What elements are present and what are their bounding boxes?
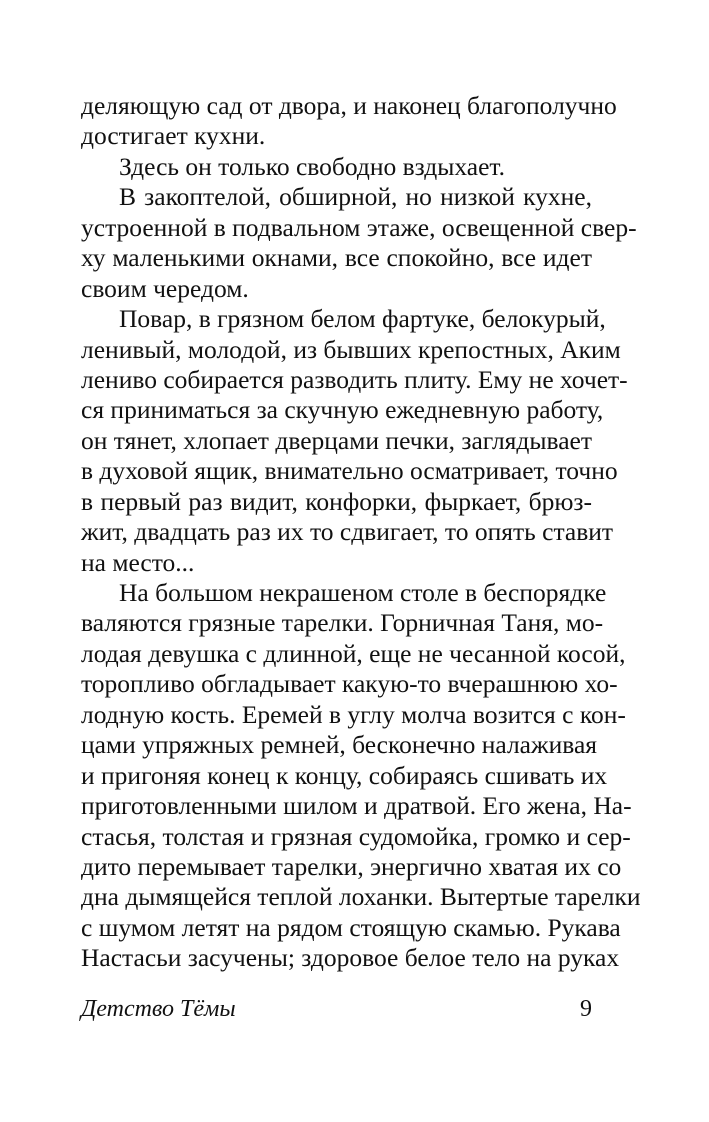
running-title: Детство Тёмы: [81, 996, 236, 1022]
text-line: цами упряжных ремней, бесконечно налаживая: [81, 730, 598, 760]
text-line: стасья, толстая и грязная судомойка, громко и сер-: [81, 821, 631, 851]
paragraph: [81, 91, 617, 152]
text-line: он тянет, хлопает дверцами печки, заглядывает: [81, 425, 592, 455]
text-line: жит, двадцать раз их то сдвигает, то опять ставит: [81, 517, 614, 547]
running-footer: [81, 993, 592, 1025]
text-line: достигает кухни.: [81, 121, 266, 151]
text-line: и пригоняя конец к концу, собираясь сшивать их: [81, 760, 608, 790]
text-line: торопливо обгладывает какую-то вчерашнюю хо-: [81, 669, 618, 699]
paragraph: [81, 304, 628, 578]
text-line: В закоптелой, обширной, но низкой кухне,: [119, 182, 592, 212]
paragraph: [81, 578, 641, 974]
text-line: лодая девушка с длинной, еще не чесанной косой,: [81, 638, 626, 668]
text-line: Настасьи засучены; здоровое белое тело на руках: [81, 943, 620, 973]
text-line: Повар, в грязном белом фартуке, белокурый,: [119, 304, 606, 334]
text-line: в духовой ящик, внимательно осматривает, точно: [81, 456, 618, 486]
body-text: [81, 91, 641, 974]
text-line: лодную кость. Еремей в углу молча возится с кон-: [81, 699, 626, 729]
text-line: ся приниматься за скучную ежедневную работу,: [81, 395, 604, 425]
text-line: своим чередом.: [81, 273, 249, 303]
text-line: деляющую сад от двора, и наконец благополучно: [81, 91, 617, 120]
text-line: в первый раз видит, конфорки, фыркает, брюз-: [81, 486, 592, 516]
paragraph: [81, 152, 592, 182]
text-line: ху маленькими окнами, все спокойно, все идет: [81, 243, 592, 273]
text-line: лениво собирается разводить плиту. Ему не хочет-: [81, 364, 628, 394]
text-line: дна дымящейся теплой лоханки. Вытертые тарелки: [81, 882, 641, 912]
page-number: 9: [580, 996, 592, 1022]
text-line: ленивый, молодой, из бывших крепостных, Аким: [81, 334, 621, 364]
text-line: приготовленными шилом и дратвой. Его жена, На-: [81, 791, 632, 821]
text-line: на место...: [81, 547, 195, 577]
text-line: дито перемывает тарелки, энергично хватая их со: [81, 851, 622, 881]
text-line: с шумом летят на рядом стоящую скамью. Рукава: [81, 912, 621, 942]
text-line: На большом некрашеном столе в беспорядке: [119, 578, 607, 607]
text-line: Здесь он только свободно вздыхает.: [119, 151, 506, 181]
text-line: устроенной в подвальном этаже, освещенной свер-: [81, 212, 637, 242]
text-line: валяются грязные тарелки. Горничная Таня, мо-: [81, 608, 604, 638]
paragraph: [81, 182, 637, 304]
